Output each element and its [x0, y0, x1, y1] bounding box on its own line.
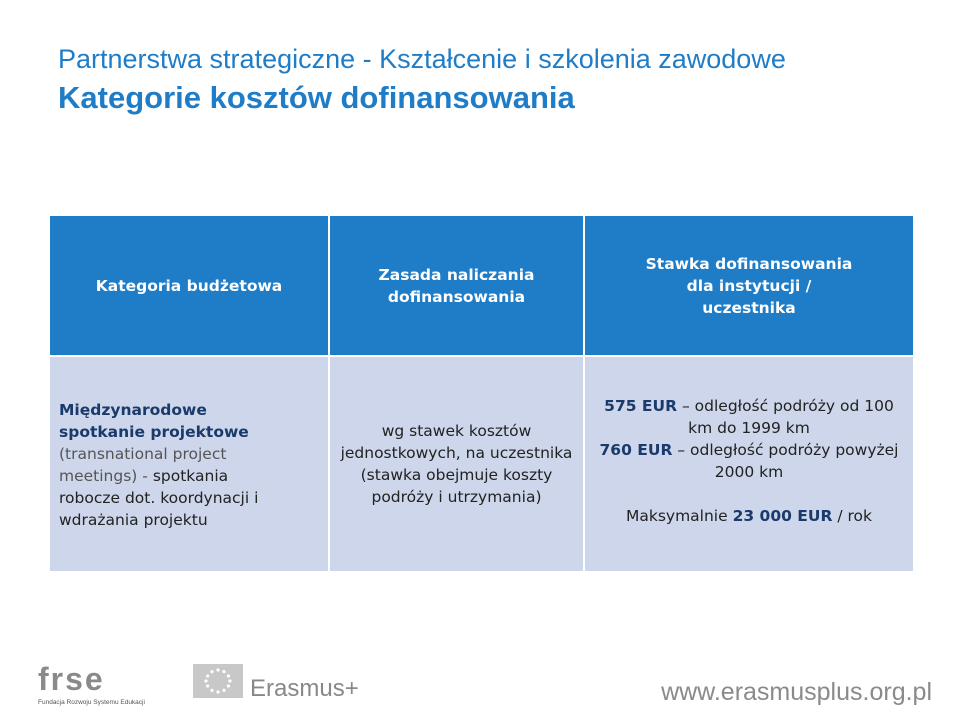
rate1-text: – odległość podróży od 100 km do 1999 km [681, 397, 894, 437]
category-cell [50, 357, 328, 571]
max-suffix: / rok [837, 507, 872, 525]
cost-table [50, 216, 913, 571]
category-description: spotkania robocze dot. koordynacji i wdrażania projektu [59, 467, 259, 529]
page-title: Kategorie kosztów dofinansowania [58, 80, 575, 115]
eu-flag-icon [193, 664, 243, 698]
frse-logo-text: frse [38, 661, 105, 697]
column-header-category [50, 216, 328, 355]
rate2-text: – odległość podróży powyżej 2000 km [677, 441, 899, 481]
rate2-amount: 760 EUR [599, 441, 673, 459]
website-url: www.erasmusplus.org.pl [661, 678, 932, 706]
erasmus-logo: Erasmus+ [250, 675, 359, 702]
max-prefix: Maksymalnie [625, 507, 728, 525]
column-header-rule [330, 216, 583, 355]
rule-cell [330, 357, 583, 571]
rate1-amount: 575 EUR [604, 397, 678, 415]
page-subtitle: Partnerstwa strategiczne - Kształcenie i szkolenia zawodowe [58, 44, 786, 74]
category-english: (transnational project meetings) - [59, 445, 227, 485]
column-header-rate [585, 216, 913, 355]
category-name: Międzynarodowe spotkanie projektowe [59, 401, 249, 441]
frse-caption: Fundacja Rozwoju Systemu Edukacji [38, 699, 145, 706]
column-header-category-label: Kategoria budżetowa [95, 276, 283, 295]
column-header-rule-label: Zasada naliczania dofinansowania [378, 265, 535, 306]
rate-cell [585, 357, 913, 571]
rule-text: wg stawek kosztów jednostkowych, na uczestnika (stawka obejmuje koszty podróży i utrzymania) [340, 422, 573, 506]
frse-logo [38, 662, 145, 706]
max-amount: 23 000 EUR [732, 507, 833, 525]
column-header-rate-label: Stawka dofinansowania dla instytucji / uczestnika [645, 254, 853, 317]
